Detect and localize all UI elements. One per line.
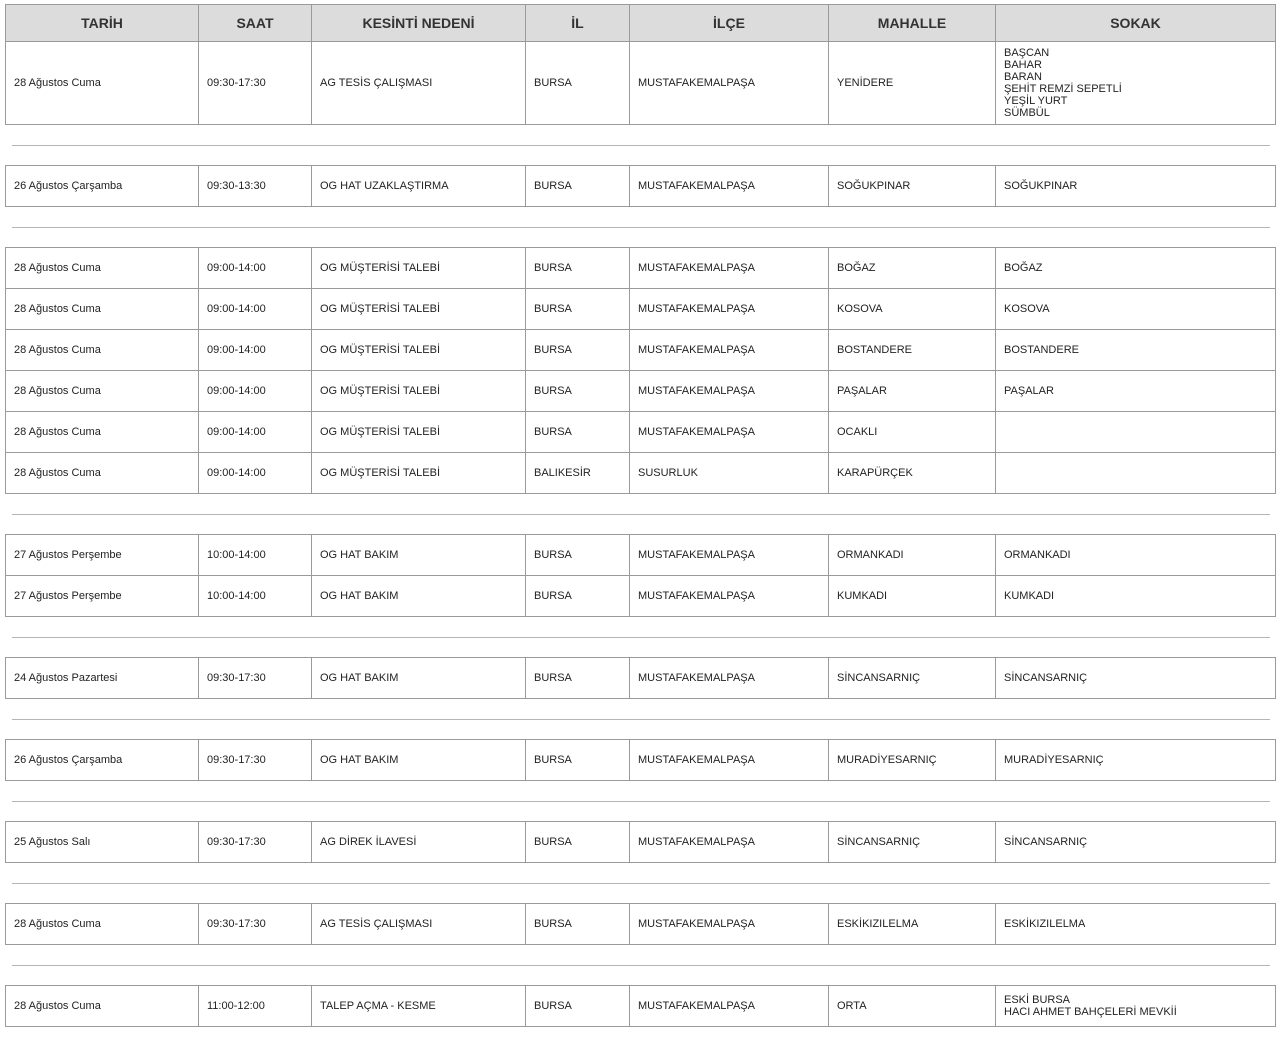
cell-district: MUSTAFAKEMALPAŞA	[630, 248, 829, 289]
group-separator	[6, 494, 1276, 535]
cell-date: 28 Ağustos Cuma	[6, 371, 199, 412]
cell-reason: OG MÜŞTERİSİ TALEBİ	[312, 371, 526, 412]
table-row	[6, 412, 1276, 453]
header-time: SAAT	[199, 5, 312, 42]
cell-neighborhood: SİNCANSARNIÇ	[829, 822, 996, 863]
cell-time: 10:00-14:00	[199, 535, 312, 576]
cell-time: 09:00-14:00	[199, 289, 312, 330]
cell-street	[996, 42, 1276, 125]
header-reason: KESİNTİ NEDENİ	[312, 5, 526, 42]
cell-province: BURSA	[526, 412, 630, 453]
table-row	[6, 330, 1276, 371]
cell-street: ORMANKADI	[996, 535, 1276, 576]
cell-time: 09:00-14:00	[199, 330, 312, 371]
cell-time: 10:00-14:00	[199, 576, 312, 617]
cell-time: 09:30-17:30	[199, 904, 312, 945]
cell-street	[996, 986, 1276, 1027]
cell-street: SİNCANSARNIÇ	[996, 822, 1276, 863]
cell-reason: AG TESİS ÇALIŞMASI	[312, 904, 526, 945]
street-name: ESKİ BURSA	[1004, 994, 1071, 1006]
cell-street: ESKİKIZILELMA	[996, 904, 1276, 945]
cell-date: 28 Ağustos Cuma	[6, 248, 199, 289]
street-name: HACI AHMET BAHÇELERİ MEVKİİ	[1004, 1006, 1177, 1018]
cell-street: SİNCANSARNIÇ	[996, 658, 1276, 699]
cell-neighborhood: ORTA	[829, 986, 996, 1027]
cell-neighborhood: ORMANKADI	[829, 535, 996, 576]
cell-time: 09:30-17:30	[199, 740, 312, 781]
cell-date: 28 Ağustos Cuma	[6, 904, 199, 945]
group-separator	[6, 781, 1276, 822]
separator-line	[12, 883, 1270, 884]
cell-province: BALIKESİR	[526, 453, 630, 494]
cell-date: 24 Ağustos Pazartesi	[6, 658, 199, 699]
cell-time: 09:30-17:30	[199, 42, 312, 125]
separator-line	[12, 227, 1270, 228]
cell-province: BURSA	[526, 904, 630, 945]
separator-cell	[6, 207, 1276, 248]
separator-line	[12, 965, 1270, 966]
cell-date: 28 Ağustos Cuma	[6, 330, 199, 371]
separator-line	[12, 801, 1270, 802]
outage-table	[5, 4, 1276, 1027]
cell-district: MUSTAFAKEMALPAŞA	[630, 371, 829, 412]
header-district: İLÇE	[630, 5, 829, 42]
cell-reason: OG MÜŞTERİSİ TALEBİ	[312, 453, 526, 494]
cell-date: 25 Ağustos Salı	[6, 822, 199, 863]
header-neighborhood: MAHALLE	[829, 5, 996, 42]
table-row	[6, 740, 1276, 781]
cell-reason: OG HAT BAKIM	[312, 535, 526, 576]
cell-street: MURADİYESARNIÇ	[996, 740, 1276, 781]
cell-date: 27 Ağustos Perşembe	[6, 576, 199, 617]
cell-street: BOĞAZ	[996, 248, 1276, 289]
cell-district: MUSTAFAKEMALPAŞA	[630, 42, 829, 125]
cell-time: 09:30-17:30	[199, 658, 312, 699]
cell-neighborhood: BOSTANDERE	[829, 330, 996, 371]
cell-reason: AG TESİS ÇALIŞMASI	[312, 42, 526, 125]
table-body	[6, 42, 1276, 1027]
separator-cell	[6, 945, 1276, 986]
cell-district: MUSTAFAKEMALPAŞA	[630, 986, 829, 1027]
table-row	[6, 42, 1276, 125]
cell-street: PAŞALAR	[996, 371, 1276, 412]
cell-province: BURSA	[526, 535, 630, 576]
cell-neighborhood: SOĞUKPINAR	[829, 166, 996, 207]
cell-street: KUMKADI	[996, 576, 1276, 617]
cell-street: BOSTANDERE	[996, 330, 1276, 371]
cell-neighborhood: KOSOVA	[829, 289, 996, 330]
cell-neighborhood: MURADİYESARNIÇ	[829, 740, 996, 781]
table-row	[6, 904, 1276, 945]
cell-province: BURSA	[526, 248, 630, 289]
separator-line	[12, 637, 1270, 638]
cell-date: 28 Ağustos Cuma	[6, 986, 199, 1027]
cell-time: 09:00-14:00	[199, 371, 312, 412]
table-row	[6, 576, 1276, 617]
separator-cell	[6, 781, 1276, 822]
cell-date: 27 Ağustos Perşembe	[6, 535, 199, 576]
cell-street	[996, 412, 1276, 453]
cell-district: MUSTAFAKEMALPAŞA	[630, 658, 829, 699]
cell-date: 28 Ağustos Cuma	[6, 412, 199, 453]
separator-cell	[6, 699, 1276, 740]
street-name: BAHAR	[1004, 59, 1042, 71]
cell-date: 28 Ağustos Cuma	[6, 289, 199, 330]
cell-neighborhood: PAŞALAR	[829, 371, 996, 412]
cell-neighborhood: YENİDERE	[829, 42, 996, 125]
street-name: SÜMBÜL	[1004, 107, 1050, 119]
separator-cell	[6, 863, 1276, 904]
cell-province: BURSA	[526, 658, 630, 699]
cell-time: 09:00-14:00	[199, 453, 312, 494]
cell-street: SOĞUKPINAR	[996, 166, 1276, 207]
cell-reason: OG MÜŞTERİSİ TALEBİ	[312, 289, 526, 330]
cell-province: BURSA	[526, 576, 630, 617]
cell-district: MUSTAFAKEMALPAŞA	[630, 330, 829, 371]
header-province: İL	[526, 5, 630, 42]
table-row	[6, 166, 1276, 207]
cell-district: MUSTAFAKEMALPAŞA	[630, 289, 829, 330]
cell-date: 28 Ağustos Cuma	[6, 453, 199, 494]
group-separator	[6, 617, 1276, 658]
cell-street	[996, 453, 1276, 494]
separator-cell	[6, 125, 1276, 166]
cell-neighborhood: BOĞAZ	[829, 248, 996, 289]
street-name: BARAN	[1004, 71, 1042, 83]
cell-time: 09:00-14:00	[199, 248, 312, 289]
cell-province: BURSA	[526, 330, 630, 371]
table-row	[6, 658, 1276, 699]
cell-district: MUSTAFAKEMALPAŞA	[630, 740, 829, 781]
separator-line	[12, 145, 1270, 146]
cell-reason: OG MÜŞTERİSİ TALEBİ	[312, 330, 526, 371]
group-separator	[6, 207, 1276, 248]
cell-district: SUSURLUK	[630, 453, 829, 494]
cell-district: MUSTAFAKEMALPAŞA	[630, 904, 829, 945]
cell-province: BURSA	[526, 986, 630, 1027]
table-row	[6, 248, 1276, 289]
cell-reason: TALEP AÇMA - KESME	[312, 986, 526, 1027]
cell-reason: OG HAT UZAKLAŞTIRMA	[312, 166, 526, 207]
separator-cell	[6, 494, 1276, 535]
group-separator	[6, 863, 1276, 904]
table-row	[6, 822, 1276, 863]
cell-neighborhood: ESKİKIZILELMA	[829, 904, 996, 945]
cell-district: MUSTAFAKEMALPAŞA	[630, 412, 829, 453]
cell-reason: OG HAT BAKIM	[312, 576, 526, 617]
table-row	[6, 453, 1276, 494]
street-name: ŞEHİT REMZİ SEPETLİ	[1004, 83, 1122, 95]
cell-reason: OG HAT BAKIM	[312, 658, 526, 699]
separator-line	[12, 719, 1270, 720]
street-name: YEŞİL YURT	[1004, 95, 1068, 107]
cell-province: BURSA	[526, 289, 630, 330]
table-header-row	[6, 5, 1276, 42]
group-separator	[6, 125, 1276, 166]
cell-district: MUSTAFAKEMALPAŞA	[630, 576, 829, 617]
cell-time: 09:30-17:30	[199, 822, 312, 863]
cell-district: MUSTAFAKEMALPAŞA	[630, 535, 829, 576]
cell-district: MUSTAFAKEMALPAŞA	[630, 822, 829, 863]
cell-time: 09:30-13:30	[199, 166, 312, 207]
group-separator	[6, 945, 1276, 986]
table-row	[6, 289, 1276, 330]
cell-time: 09:00-14:00	[199, 412, 312, 453]
cell-date: 26 Ağustos Çarşamba	[6, 740, 199, 781]
separator-cell	[6, 617, 1276, 658]
cell-district: MUSTAFAKEMALPAŞA	[630, 166, 829, 207]
cell-date: 28 Ağustos Cuma	[6, 42, 199, 125]
cell-reason: OG HAT BAKIM	[312, 740, 526, 781]
cell-neighborhood: OCAKLI	[829, 412, 996, 453]
cell-reason: OG MÜŞTERİSİ TALEBİ	[312, 248, 526, 289]
group-separator	[6, 699, 1276, 740]
cell-neighborhood: SİNCANSARNIÇ	[829, 658, 996, 699]
header-street: SOKAK	[996, 5, 1276, 42]
separator-line	[12, 514, 1270, 515]
cell-province: BURSA	[526, 740, 630, 781]
cell-province: BURSA	[526, 371, 630, 412]
header-date: TARİH	[6, 5, 199, 42]
cell-province: BURSA	[526, 822, 630, 863]
street-name: BAŞCAN	[1004, 47, 1050, 59]
cell-neighborhood: KARAPÜRÇEK	[829, 453, 996, 494]
table-row	[6, 535, 1276, 576]
cell-province: BURSA	[526, 166, 630, 207]
cell-reason: OG MÜŞTERİSİ TALEBİ	[312, 412, 526, 453]
cell-time: 11:00-12:00	[199, 986, 312, 1027]
table-row	[6, 986, 1276, 1027]
cell-date: 26 Ağustos Çarşamba	[6, 166, 199, 207]
cell-neighborhood: KUMKADI	[829, 576, 996, 617]
cell-reason: AG DİREK İLAVESİ	[312, 822, 526, 863]
table-row	[6, 371, 1276, 412]
cell-street: KOSOVA	[996, 289, 1276, 330]
cell-province: BURSA	[526, 42, 630, 125]
